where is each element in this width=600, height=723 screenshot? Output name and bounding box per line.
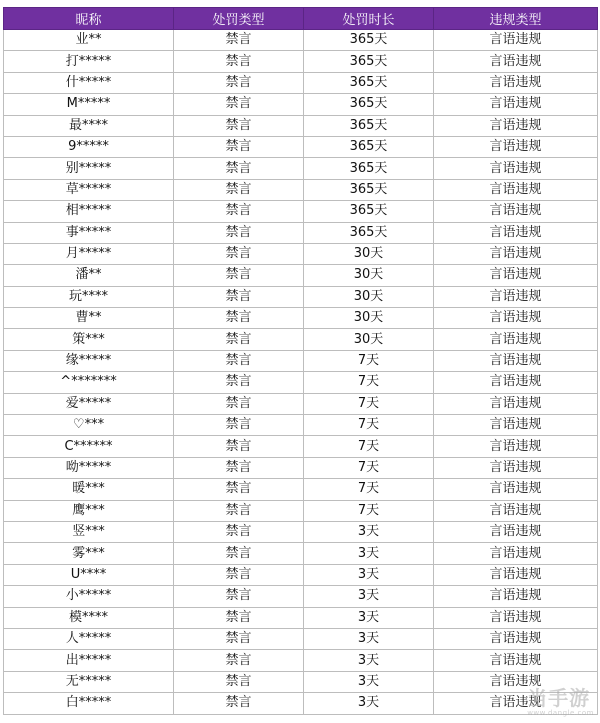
column-header-penalty-duration: 处罚时长 bbox=[304, 8, 434, 30]
watermark-brand: 当手游 bbox=[527, 686, 591, 710]
column-header-violation-type: 违规类型 bbox=[434, 8, 598, 30]
cell-penalty-duration: 30天 bbox=[304, 329, 434, 350]
cell-penalty-duration: 3天 bbox=[304, 607, 434, 628]
cell-penalty-type: 禁言 bbox=[174, 350, 304, 371]
cell-violation-type: 言语违规 bbox=[434, 286, 598, 307]
cell-violation-type: 言语违规 bbox=[434, 564, 598, 585]
cell-penalty-type: 禁言 bbox=[174, 94, 304, 115]
table-row bbox=[4, 308, 598, 329]
cell-penalty-duration: 3天 bbox=[304, 671, 434, 692]
column-header-penalty-type: 处罚类型 bbox=[174, 8, 304, 30]
cell-penalty-type: 禁言 bbox=[174, 479, 304, 500]
cell-penalty-duration: 7天 bbox=[304, 415, 434, 436]
cell-violation-type: 言语违规 bbox=[434, 51, 598, 72]
cell-penalty-type: 禁言 bbox=[174, 265, 304, 286]
table-row bbox=[4, 457, 598, 478]
cell-nickname: 相***** bbox=[4, 201, 174, 222]
cell-penalty-duration: 365天 bbox=[304, 115, 434, 136]
cell-nickname: 业** bbox=[4, 30, 174, 51]
cell-penalty-type: 禁言 bbox=[174, 222, 304, 243]
cell-nickname: 9***** bbox=[4, 136, 174, 157]
cell-violation-type: 言语违规 bbox=[434, 479, 598, 500]
cell-nickname: U**** bbox=[4, 564, 174, 585]
cell-nickname: 雾*** bbox=[4, 543, 174, 564]
cell-penalty-type: 禁言 bbox=[174, 607, 304, 628]
cell-penalty-type: 禁言 bbox=[174, 393, 304, 414]
cell-penalty-duration: 3天 bbox=[304, 521, 434, 542]
table-row bbox=[4, 521, 598, 542]
table-row bbox=[4, 243, 598, 264]
cell-nickname: 事***** bbox=[4, 222, 174, 243]
cell-nickname: M***** bbox=[4, 94, 174, 115]
cell-penalty-type: 禁言 bbox=[174, 586, 304, 607]
cell-penalty-type: 禁言 bbox=[174, 693, 304, 714]
cell-penalty-duration: 30天 bbox=[304, 265, 434, 286]
cell-penalty-type: 禁言 bbox=[174, 136, 304, 157]
table-row bbox=[4, 436, 598, 457]
cell-penalty-type: 禁言 bbox=[174, 415, 304, 436]
cell-penalty-duration: 365天 bbox=[304, 158, 434, 179]
table-row bbox=[4, 650, 598, 671]
cell-violation-type: 言语违规 bbox=[434, 543, 598, 564]
table-row bbox=[4, 607, 598, 628]
cell-penalty-duration: 7天 bbox=[304, 457, 434, 478]
cell-penalty-duration: 365天 bbox=[304, 201, 434, 222]
cell-nickname: 爱***** bbox=[4, 393, 174, 414]
cell-penalty-type: 禁言 bbox=[174, 521, 304, 542]
cell-penalty-type: 禁言 bbox=[174, 329, 304, 350]
table-row bbox=[4, 201, 598, 222]
cell-penalty-type: 禁言 bbox=[174, 671, 304, 692]
cell-violation-type: 言语违规 bbox=[434, 457, 598, 478]
cell-violation-type: 言语违规 bbox=[434, 222, 598, 243]
cell-nickname: 人***** bbox=[4, 628, 174, 649]
cell-nickname: 什***** bbox=[4, 72, 174, 93]
cell-penalty-type: 禁言 bbox=[174, 457, 304, 478]
table-row bbox=[4, 94, 598, 115]
cell-penalty-duration: 365天 bbox=[304, 51, 434, 72]
cell-penalty-type: 禁言 bbox=[174, 243, 304, 264]
table-row bbox=[4, 372, 598, 393]
cell-penalty-duration: 365天 bbox=[304, 222, 434, 243]
cell-penalty-duration: 7天 bbox=[304, 479, 434, 500]
cell-penalty-type: 禁言 bbox=[174, 30, 304, 51]
cell-penalty-type: 禁言 bbox=[174, 179, 304, 200]
cell-penalty-type: 禁言 bbox=[174, 51, 304, 72]
cell-penalty-duration: 30天 bbox=[304, 243, 434, 264]
cell-penalty-type: 禁言 bbox=[174, 72, 304, 93]
table-row bbox=[4, 350, 598, 371]
table-body bbox=[4, 30, 598, 715]
cell-nickname: 曹** bbox=[4, 308, 174, 329]
cell-violation-type: 言语违规 bbox=[434, 265, 598, 286]
table-row bbox=[4, 265, 598, 286]
column-header-nickname: 昵称 bbox=[4, 8, 174, 30]
cell-violation-type: 言语违规 bbox=[434, 136, 598, 157]
cell-nickname: 玩**** bbox=[4, 286, 174, 307]
cell-nickname: 鹰*** bbox=[4, 500, 174, 521]
cell-penalty-duration: 3天 bbox=[304, 543, 434, 564]
table-row bbox=[4, 564, 598, 585]
penalty-table bbox=[3, 7, 598, 715]
table-row bbox=[4, 30, 598, 51]
table-row bbox=[4, 136, 598, 157]
cell-penalty-type: 禁言 bbox=[174, 564, 304, 585]
cell-penalty-duration: 3天 bbox=[304, 586, 434, 607]
cell-violation-type: 言语违规 bbox=[434, 628, 598, 649]
cell-violation-type: 言语违规 bbox=[434, 201, 598, 222]
table-row bbox=[4, 286, 598, 307]
cell-penalty-duration: 7天 bbox=[304, 436, 434, 457]
cell-penalty-type: 禁言 bbox=[174, 201, 304, 222]
cell-violation-type: 言语违规 bbox=[434, 650, 598, 671]
cell-violation-type: 言语违规 bbox=[434, 158, 598, 179]
table-row bbox=[4, 586, 598, 607]
cell-nickname: 月***** bbox=[4, 243, 174, 264]
cell-penalty-type: 禁言 bbox=[174, 308, 304, 329]
cell-nickname: 模**** bbox=[4, 607, 174, 628]
table-row bbox=[4, 158, 598, 179]
table-row bbox=[4, 415, 598, 436]
cell-nickname: 潘** bbox=[4, 265, 174, 286]
watermark-url: www.dangle.com bbox=[527, 709, 594, 717]
table-row bbox=[4, 693, 598, 714]
cell-nickname: 策*** bbox=[4, 329, 174, 350]
cell-violation-type: 言语违规 bbox=[434, 586, 598, 607]
cell-penalty-type: 禁言 bbox=[174, 543, 304, 564]
table-row bbox=[4, 479, 598, 500]
table-row bbox=[4, 222, 598, 243]
cell-penalty-type: 禁言 bbox=[174, 650, 304, 671]
cell-penalty-duration: 365天 bbox=[304, 72, 434, 93]
cell-penalty-type: 禁言 bbox=[174, 372, 304, 393]
table-row bbox=[4, 329, 598, 350]
cell-violation-type: 言语违规 bbox=[434, 693, 598, 714]
cell-penalty-type: 禁言 bbox=[174, 158, 304, 179]
penalty-table-container bbox=[3, 7, 598, 715]
cell-violation-type: 言语违规 bbox=[434, 372, 598, 393]
cell-violation-type: 言语违规 bbox=[434, 308, 598, 329]
cell-violation-type: 言语违规 bbox=[434, 30, 598, 51]
cell-violation-type: 言语违规 bbox=[434, 500, 598, 521]
cell-nickname: 呦***** bbox=[4, 457, 174, 478]
cell-penalty-duration: 30天 bbox=[304, 286, 434, 307]
cell-nickname: 最**** bbox=[4, 115, 174, 136]
cell-nickname: 白***** bbox=[4, 693, 174, 714]
cell-penalty-type: 禁言 bbox=[174, 115, 304, 136]
cell-violation-type: 言语违规 bbox=[434, 115, 598, 136]
cell-violation-type: 言语违规 bbox=[434, 415, 598, 436]
cell-penalty-duration: 30天 bbox=[304, 308, 434, 329]
cell-penalty-duration: 3天 bbox=[304, 693, 434, 714]
cell-violation-type: 言语违规 bbox=[434, 671, 598, 692]
cell-penalty-duration: 3天 bbox=[304, 628, 434, 649]
cell-nickname: 暖*** bbox=[4, 479, 174, 500]
cell-violation-type: 言语违规 bbox=[434, 179, 598, 200]
table-row bbox=[4, 500, 598, 521]
cell-penalty-duration: 365天 bbox=[304, 179, 434, 200]
cell-violation-type: 言语违规 bbox=[434, 94, 598, 115]
cell-violation-type: 言语违规 bbox=[434, 329, 598, 350]
table-row bbox=[4, 671, 598, 692]
cell-nickname: C****** bbox=[4, 436, 174, 457]
table-row bbox=[4, 115, 598, 136]
cell-violation-type: 言语违规 bbox=[434, 393, 598, 414]
cell-violation-type: 言语违规 bbox=[434, 350, 598, 371]
cell-nickname: 无***** bbox=[4, 671, 174, 692]
table-row bbox=[4, 393, 598, 414]
cell-penalty-duration: 365天 bbox=[304, 30, 434, 51]
cell-violation-type: 言语违规 bbox=[434, 72, 598, 93]
cell-violation-type: 言语违规 bbox=[434, 521, 598, 542]
cell-penalty-duration: 3天 bbox=[304, 650, 434, 671]
cell-penalty-type: 禁言 bbox=[174, 286, 304, 307]
cell-nickname: 草***** bbox=[4, 179, 174, 200]
table-row bbox=[4, 543, 598, 564]
cell-nickname: 别***** bbox=[4, 158, 174, 179]
cell-violation-type: 言语违规 bbox=[434, 436, 598, 457]
cell-penalty-duration: 3天 bbox=[304, 564, 434, 585]
cell-nickname: ^******* bbox=[4, 372, 174, 393]
cell-nickname: 竖*** bbox=[4, 521, 174, 542]
table-header-row bbox=[4, 8, 598, 30]
cell-nickname: 小***** bbox=[4, 586, 174, 607]
cell-penalty-duration: 7天 bbox=[304, 393, 434, 414]
cell-nickname: 打***** bbox=[4, 51, 174, 72]
cell-nickname: ♡*** bbox=[4, 415, 174, 436]
cell-penalty-duration: 365天 bbox=[304, 94, 434, 115]
cell-penalty-duration: 7天 bbox=[304, 372, 434, 393]
cell-nickname: 出***** bbox=[4, 650, 174, 671]
cell-nickname: 缘***** bbox=[4, 350, 174, 371]
cell-penalty-duration: 7天 bbox=[304, 350, 434, 371]
cell-violation-type: 言语违规 bbox=[434, 243, 598, 264]
cell-penalty-type: 禁言 bbox=[174, 436, 304, 457]
table-row bbox=[4, 72, 598, 93]
cell-penalty-duration: 365天 bbox=[304, 136, 434, 157]
table-row bbox=[4, 51, 598, 72]
cell-penalty-duration: 7天 bbox=[304, 500, 434, 521]
cell-violation-type: 言语违规 bbox=[434, 607, 598, 628]
table-row bbox=[4, 179, 598, 200]
cell-penalty-type: 禁言 bbox=[174, 628, 304, 649]
cell-penalty-type: 禁言 bbox=[174, 500, 304, 521]
table-row bbox=[4, 628, 598, 649]
